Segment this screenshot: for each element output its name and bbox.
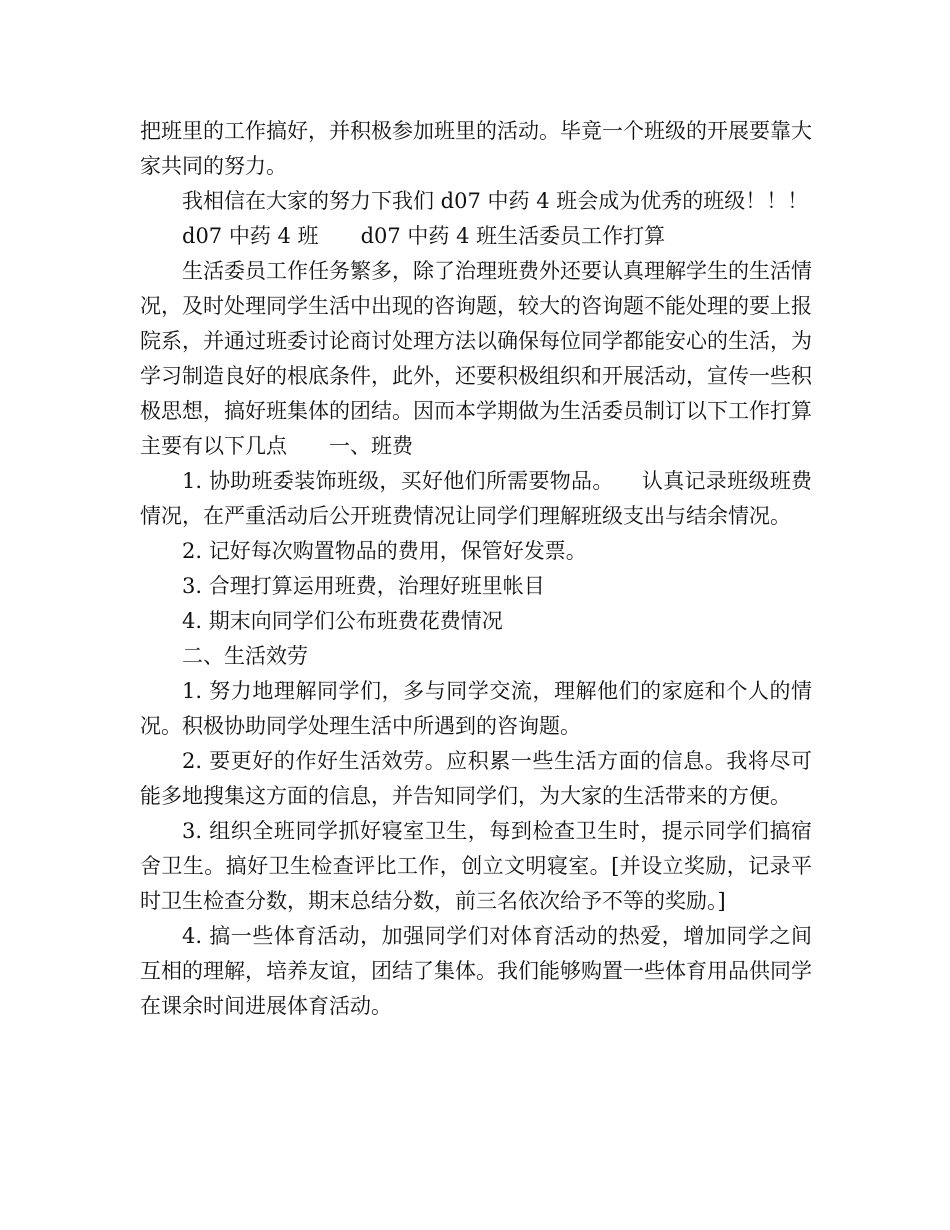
paragraph-service-2: 2. 要更好的作好生活效劳。应积累一些生活方面的信息。我将尽可能多地搜集这方面的信息，并告知同学们，为大家的生活带来的方便。 <box>140 749 812 808</box>
fees-item-1: 1. 协助班委装饰班级，买好他们所需要物品。 <box>182 469 614 493</box>
plan-title: d07 中药 4 班生活委员工作打算 <box>360 224 666 248</box>
paragraph-title-line <box>140 219 812 254</box>
paragraph-fees-4: 4. 期末向同学们公布班费花费情况 <box>182 609 503 633</box>
intro-text: 生活委员工作任务繁多，除了治理班费外还要认真理解学生的生活情况，及时处理同学生活中出现的咨询题，较大的咨询题不能处理的要上报院系，并通过班委讨论商讨处理方法以确保每位同学都能安心的生活，为学习制造良好的根底条件，此外，还要积极组织和开展活动，宣传一些积极思想，搞好班集体的团结。因而本学期做为生活委员制订以下工作打算主要有以下几点 <box>140 259 812 458</box>
paragraph-belief: 我相信在大家的努力下我们 d07 中药 4 班会成为优秀的班级！！！ <box>182 189 809 213</box>
class-name: d07 中药 4 班 <box>182 224 319 248</box>
paragraph-service-4: 4. 搞一些体育活动，加强同学们对体育活动的热爱，增加同学之间互相的理解，培养友谊，团结了集体。我们能够购置一些体育用品供同学在课余时间进展体育活动。 <box>140 924 812 1018</box>
paragraph-continuation: 把班里的工作搞好，并积极参加班里的活动。毕竟一个班级的开展要靠大家共同的努力。 <box>140 119 812 178</box>
document-body <box>140 114 812 1024</box>
paragraph-fees-3: 3. 合理打算运用班费，治理好班里帐目 <box>182 574 545 598</box>
section-heading-fees: 一、班费 <box>329 434 413 458</box>
paragraph-fees-1 <box>140 464 812 534</box>
paragraph-service-1: 1. 努力地理解同学们，多与同学交流，理解他们的家庭和个人的情况。积极协助同学处理生活中所遇到的咨询题。 <box>140 679 812 738</box>
section-heading-life-service: 二、生活效劳 <box>182 644 308 668</box>
paragraph-intro <box>140 254 812 464</box>
paragraph-service-3: 3. 组织全班同学抓好寝室卫生，每到检查卫生时，提示同学们搞宿舍卫生。搞好卫生检查评比工作，创立文明寝室。[并设立奖励，记录平时卫生检查分数，期末总结分数，前三名依次给予不等的奖励。] <box>140 819 812 913</box>
fees-item-1-detail: 认真记录班级班费情况，在严重活动后公开班费情况让同学们理解班级支出与结余情况。 <box>140 469 812 528</box>
paragraph-fees-2: 2. 记好每次购置物品的费用，保管好发票。 <box>182 539 587 563</box>
